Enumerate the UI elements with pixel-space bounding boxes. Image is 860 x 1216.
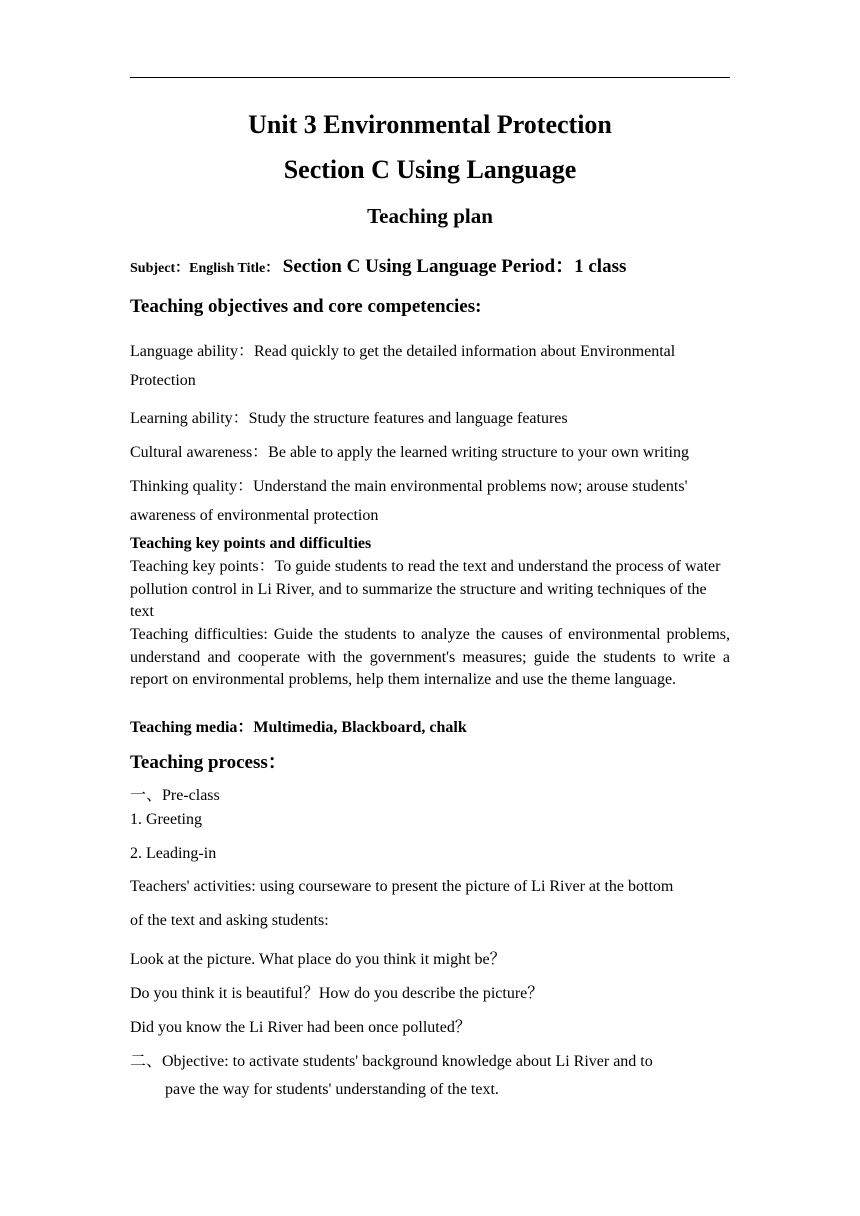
title-label: Title： xyxy=(234,261,280,276)
key-points-heading: Teaching key points and difficulties xyxy=(130,535,372,552)
key-points-paragraph: Teaching key points：To guide students to read the text and understand the process of water pollution control in Li River, and to summarize the structure and writing techniques of the text xyxy=(130,558,721,620)
document-title: Unit 3 Environmental Protection xyxy=(248,110,612,139)
question-1: Look at the picture. What place do you think it might be？ xyxy=(130,951,506,968)
thinking-quality-line1: Thinking quality：Understand the main environmental problems now; arouse students' xyxy=(130,478,688,495)
objectives-heading: Teaching objectives and core competencies: xyxy=(130,296,482,317)
pre-class: 一、Pre-class xyxy=(130,787,220,804)
teacher-activities-line1: Teachers' activities: using courseware to present the picture of Li River at the bottom xyxy=(130,878,674,895)
title-value: Section C Using Language xyxy=(282,256,497,277)
teacher-activities-line2: of the text and asking students: xyxy=(130,912,329,929)
cultural-awareness: Cultural awareness：Be able to apply the learned writing structure to your own writing xyxy=(130,444,689,461)
language-ability-line2: Protection xyxy=(130,372,196,389)
learning-ability: Learning ability：Study the structure features and language features xyxy=(130,410,568,427)
subject-value: English xyxy=(189,261,235,276)
period-label: Period： xyxy=(496,256,575,277)
leading-in: 2. Leading-in xyxy=(130,845,217,862)
difficulties-paragraph: Teaching difficulties: Guide the students to analyze the causes of environmental problems, understand and cooperate with the government's measures; guide the students to write a report on environmental problems, help them internalize and use the theme language. xyxy=(130,626,730,688)
header-rule xyxy=(130,77,730,78)
objective-line2: pave the way for students' understanding of the text. xyxy=(165,1081,499,1098)
meta-line xyxy=(130,251,730,278)
objective-line1: 二、Objective: to activate students' background knowledge about Li River and to xyxy=(130,1053,653,1070)
thinking-quality-line2: awareness of environmental protection xyxy=(130,507,379,524)
document-subtitle: Section C Using Language xyxy=(283,155,577,184)
greeting: 1. Greeting xyxy=(130,811,202,828)
plan-label: Teaching plan xyxy=(367,204,493,228)
question-2: Do you think it is beautiful？How do you describe the picture？ xyxy=(130,985,544,1002)
language-ability-line1: Language ability：Read quickly to get the detailed information about Environmental xyxy=(130,343,676,360)
period-value: 1 class xyxy=(574,256,627,277)
process-heading: Teaching process： xyxy=(130,752,287,773)
question-3: Did you know the Li River had been once polluted？ xyxy=(130,1019,471,1036)
subject-label: Subject： xyxy=(130,261,190,276)
teaching-media: Teaching media：Multimedia, Blackboard, chalk xyxy=(130,719,467,736)
